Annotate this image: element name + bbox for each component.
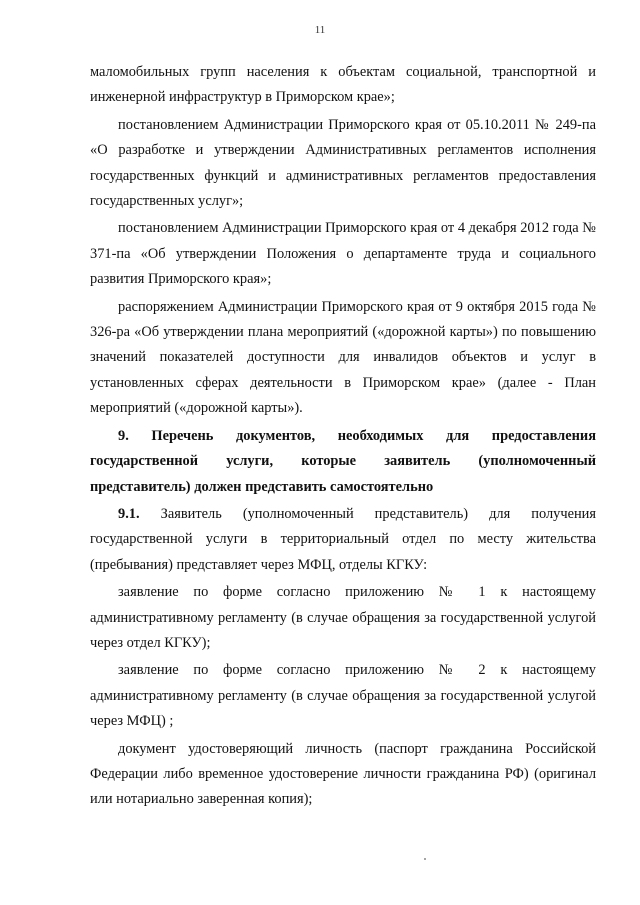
paragraph-resolution-371: постановлением Администрации Приморского края от 4 декабря 2012 года № 371-па «Об утверждении Положения о департаменте труда и социального развития Приморского края»; xyxy=(90,220,596,288)
scan-dot xyxy=(424,858,426,860)
document-body xyxy=(90,60,596,813)
page-number: 11 xyxy=(314,24,326,36)
section-heading: 9. Перечень документов, необходимых для предоставления государственной услуги, которые заявитель (уполномоченный представитель) должен представить самостоятельно xyxy=(90,427,596,495)
clause-number: 9.1. xyxy=(118,505,140,522)
list-item: заявление по форме согласно приложению № 1 к настоящему административному регламенту (в случае обращения за государственной услугой через отдел КГКУ); xyxy=(90,584,596,651)
paragraph-continuation: маломобильных групп населения к объектам социальной, транспортной и инженерной инфраструктур в Приморском крае»; xyxy=(90,64,596,106)
clause-text: Заявитель (уполномоченный представитель) для получения государственной услуги в территориальный отдел по месту жительства (пребывания) представляет через МФЦ, отделы КГКУ: xyxy=(90,505,596,573)
list-item: заявление по форме согласно приложению № 2 к настоящему административному регламенту (в случае обращения за государственной услугой через МФЦ) ; xyxy=(90,662,596,730)
list-item: документ удостоверяющий личность (паспорт гражданина Российской Федерации либо временное удостоверение личности гражданина РФ) (оригинал или нотариально заверенная копия); xyxy=(90,740,596,808)
paragraph-order-326: распоряжением Администрации Приморского края от 9 октября 2015 года № 326-ра «Об утверждении плана мероприятий («дорожной карты») по повышению значений показателей доступности для инвалидов объектов и услуг в установленных сферах деятельности в Приморском крае» (далее - План мероприятий («дорожной карты»). xyxy=(90,298,596,417)
paragraph-resolution-249: постановлением Администрации Приморского края от 05.10.2011 № 249-па «О разработке и утверждении Административных регламентов исполнения государственных функций и административных регламентов предоставления государственных услуг»; xyxy=(90,116,596,210)
clause-9-1 xyxy=(90,502,596,578)
